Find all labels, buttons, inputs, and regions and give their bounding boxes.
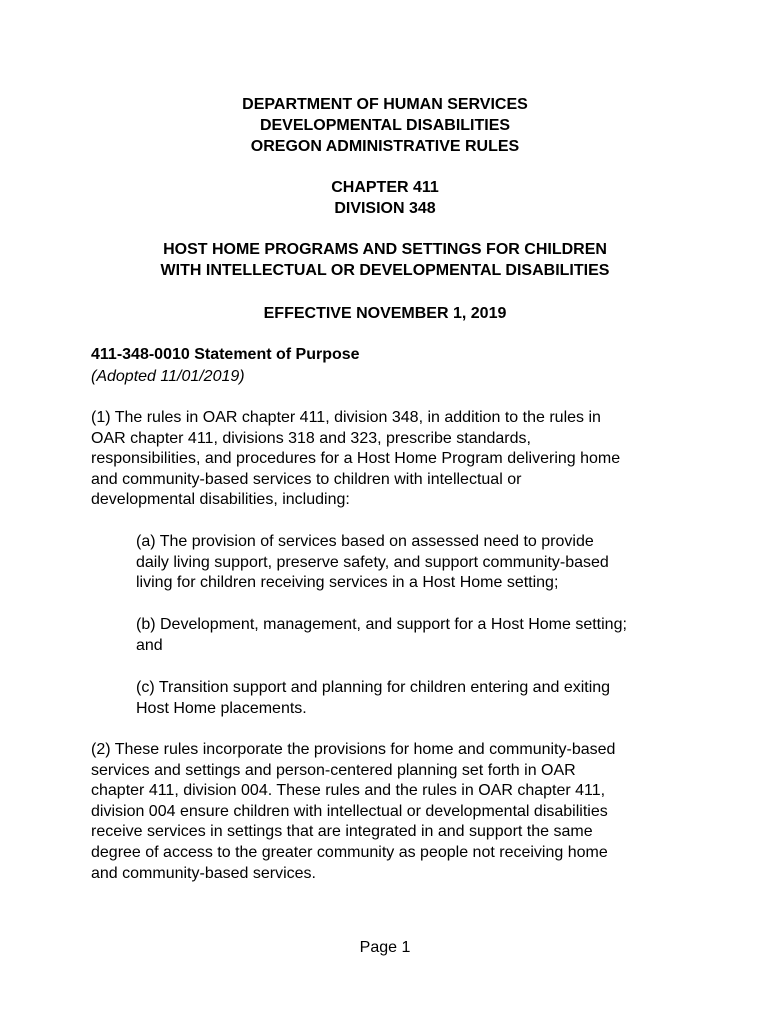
effective-date (0, 303, 770, 324)
header-department: DEPARTMENT OF HUMAN SERVICES (242, 96, 528, 113)
paragraph-line: and (136, 636, 163, 654)
subparagraph-a (136, 532, 609, 594)
paragraph-line: Host Home placements. (136, 699, 307, 717)
paragraph-line: and community-based services. (91, 864, 316, 882)
document-title (0, 239, 770, 281)
subparagraph-c (136, 678, 610, 719)
paragraph-line: developmental disabilities, including: (91, 491, 350, 509)
paragraph-line: living for children receiving services in a Host Home setting; (136, 574, 559, 592)
header-program: DEVELOPMENTAL DISABILITIES (259, 117, 511, 134)
paragraph-line: (a) The provision of services based on assessed need to provide (136, 533, 594, 550)
paragraph-line: responsibilities, and procedures for a Host Home Program delivering home (91, 450, 621, 468)
paragraph-line: OAR chapter 411, divisions 318 and 323, prescribe standards, (91, 429, 531, 447)
subparagraph-b (136, 615, 627, 656)
paragraph-line: (2) These rules incorporate the provisions for home and community-based (91, 741, 616, 758)
title-line-1: HOST HOME PROGRAMS AND SETTINGS FOR CHILDREN (163, 241, 607, 258)
title-line-2: WITH INTELLECTUAL OR DEVELOPMENTAL DISABILITIES (160, 262, 610, 279)
paragraph-line: division 004 ensure children with intellectual or developmental disabilities (91, 802, 608, 820)
paragraph-line: chapter 411, division 004. These rules and the rules in OAR chapter 411, (91, 782, 606, 800)
paragraph-line: (1) The rules in OAR chapter 411, division 348, in addition to the rules in (91, 409, 601, 426)
paragraph-line: (c) Transition support and planning for children entering and exiting (136, 679, 611, 696)
division-label: DIVISION 348 (334, 200, 436, 217)
paragraph-2 (91, 740, 615, 884)
agency-header (0, 94, 770, 157)
paragraph-1 (91, 408, 620, 511)
paragraph-line: services and settings and person-centered planning set forth in OAR (91, 761, 576, 779)
paragraph-line: degree of access to the greater community as people not receiving home (91, 843, 608, 861)
paragraph-line: and community-based services to children with intellectual or (91, 470, 522, 488)
chapter-label: CHAPTER 411 (331, 179, 439, 196)
paragraph-line: daily living support, preserve safety, and support community-based (136, 553, 609, 571)
paragraph-line: receive services in settings that are integrated in and support the same (91, 823, 593, 841)
effective-date-text: EFFECTIVE NOVEMBER 1, 2019 (263, 305, 507, 322)
page-number: Page 1 (359, 939, 411, 956)
chapter-header (0, 177, 770, 219)
section-title: 411-348-0010 Statement of Purpose (91, 346, 360, 363)
header-rules: OREGON ADMINISTRATIVE RULES (250, 138, 520, 155)
adopted-date: (Adopted 11/01/2019) (91, 368, 245, 385)
paragraph-line: (b) Development, management, and support for a Host Home setting; (136, 616, 627, 633)
